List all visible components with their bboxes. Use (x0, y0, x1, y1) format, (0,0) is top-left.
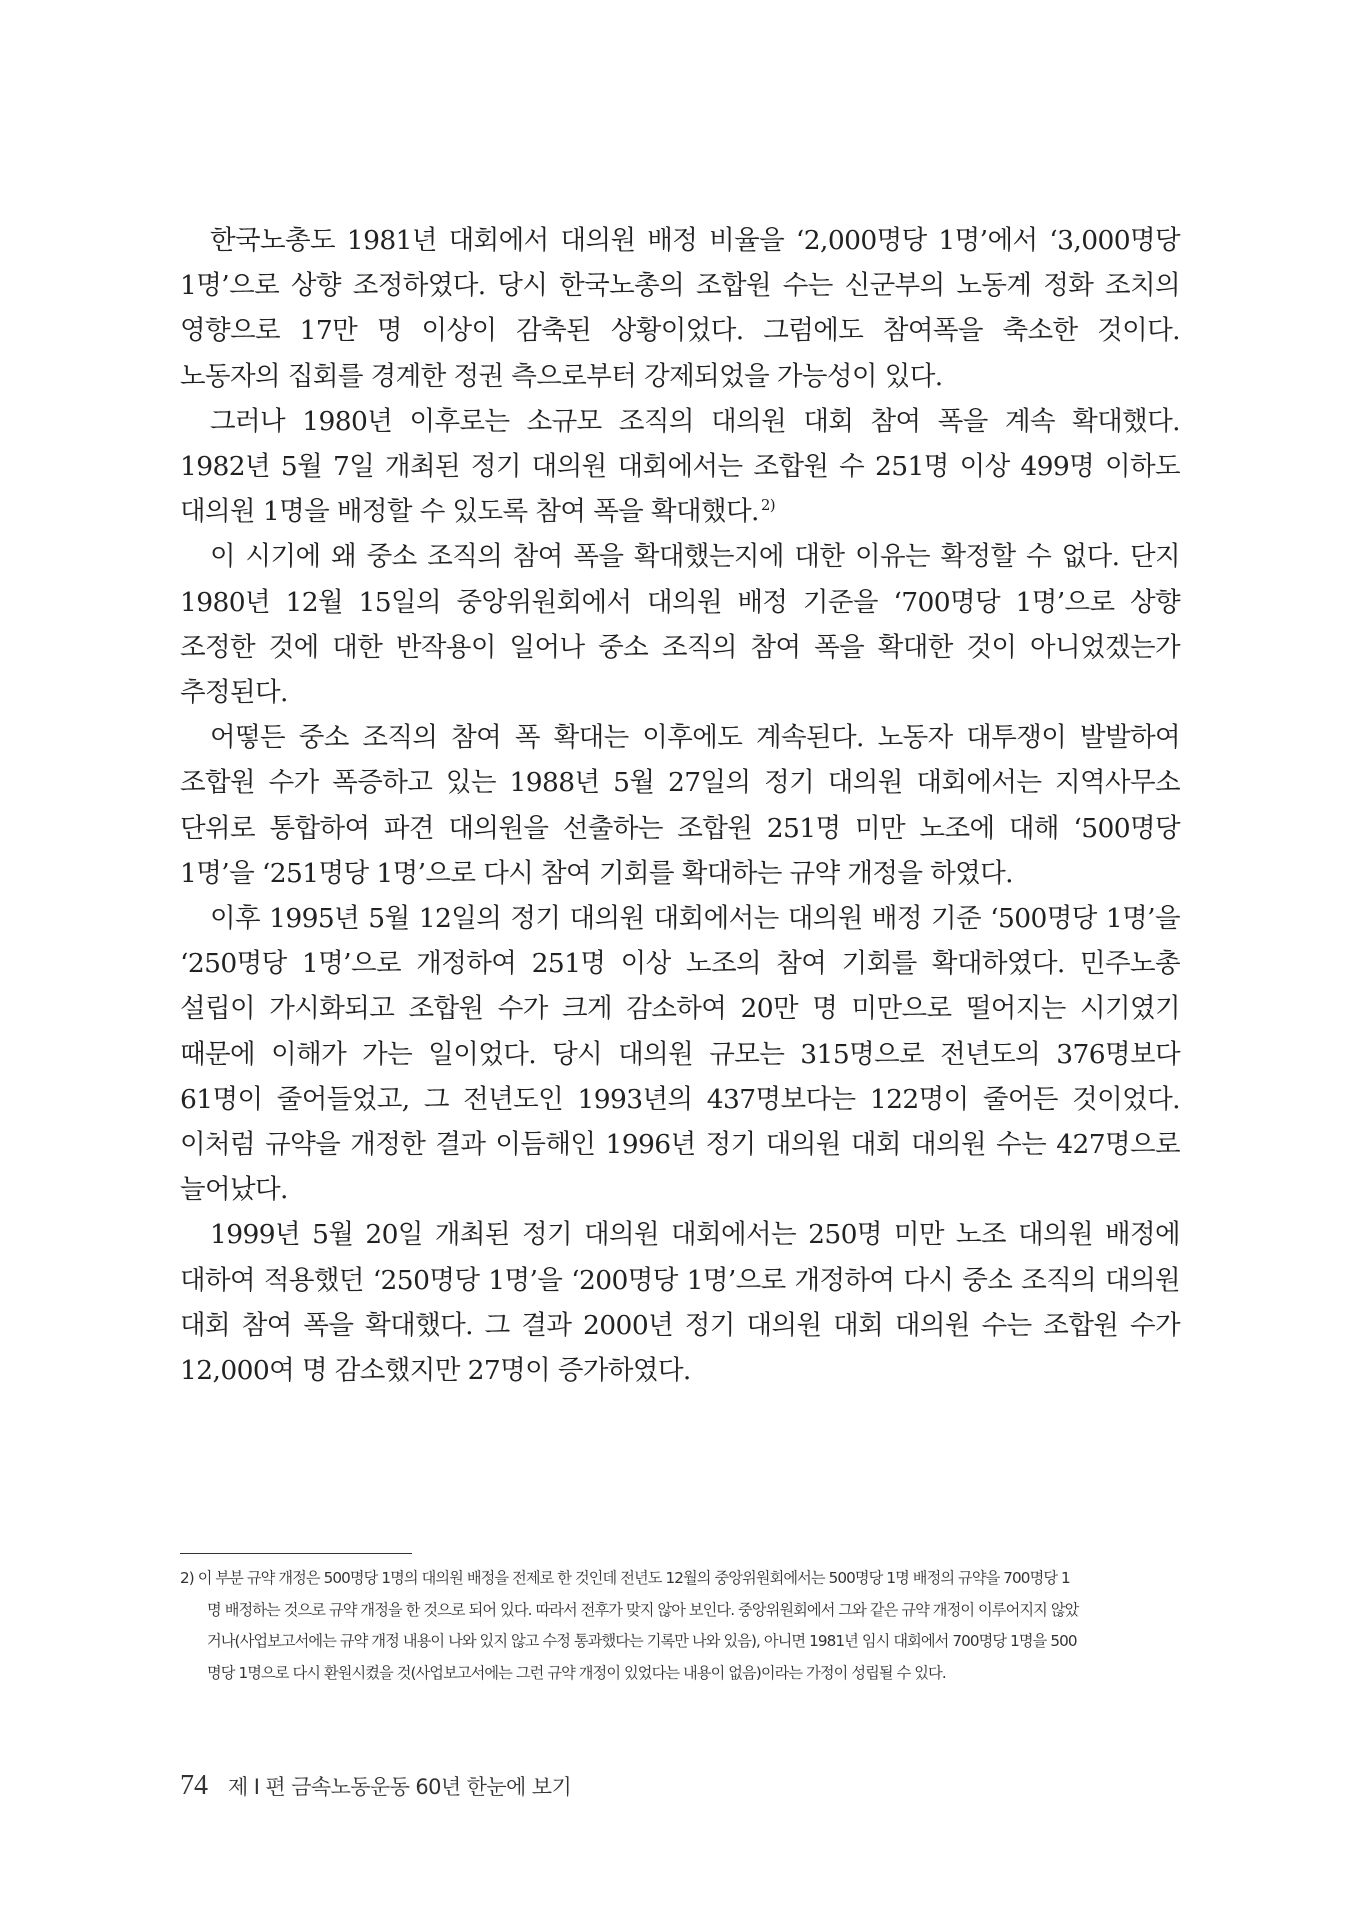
footnote-line: 거나(사업보고서에는 규약 개정 내용이 나와 있지 않고 수정 통과했다는 기록만 나와 있음), 아니면 1981년 임시 대회에서 700명당 1명을 500 (207, 1632, 1077, 1650)
paragraph: 어떻든 중소 조직의 참여 폭 확대는 이후에도 계속된다. 노동자 대투쟁이 발발하여 조합원 수가 폭증하고 있는 1988년 5월 27일의 정기 대의원 대회에서는 지역사무소 단위로 통합하여 파견 대의원을 선출하는 조합원 251명 미만 노조에 대해 ‘500명당 1명’을 ‘251명당 1명’으로 다시 참여 기회를 확대하는 규약 개정을 하였다. (180, 722, 1180, 889)
footnote (180, 1563, 1180, 1689)
body-text (180, 218, 1180, 1393)
paragraph: 그러나 1980년 이후로는 소규모 조직의 대의원 대회 참여 폭을 계속 확대했다. 1982년 5월 7일 개최된 정기 대의원 대회에서는 조합원 수 251명 이상 499명 이하도 대의원 1명을 배정할 수 있도록 참여 폭을 확대했다. $^{2)}$ (180, 405, 1180, 528)
paragraph: 한국노총도 1981년 대회에서 대의원 배정 비율을 ‘2,000명당 1명’에서 ‘3,000명당 1명’으로 상향 조정하였다. 당시 한국노총의 조합원 수는 신군부의 노동계 정화 조치의 영향으로 17만 명 이상이 감축된 상황이었다. 그럼에도 참여폭을 축소한 것이다. 노동자의 집회를 경계한 정권 측으로부터 강제되었을 가능성이 있다. (180, 225, 1180, 392)
footnote-reference: 2) (760, 496, 776, 515)
paragraph: 1999년 5월 20일 개최된 정기 대의원 대회에서는 250명 미만 노조 대의원 배정에 대하여 적용했던 ‘250명당 1명’을 ‘200명당 1명’으로 개정하여 다시 중소 조직의 대의원 대회 참여 폭을 확대했다. 그 결과 2000년 정기 대의원 대회 대의원 수는 조합원 수가 12,000여 명 감소했지만 27명이 증가하였다. (180, 1219, 1180, 1387)
footnote-divider (180, 1553, 412, 1554)
page-footer (180, 1770, 571, 1806)
footnote-line: 명 배정하는 것으로 규약 개정을 한 것으로 되어 있다. 따라서 전후가 맞지 않아 보인다. 중앙위원회에서 그와 같은 규약 개정이 이루어지지 않았 (207, 1600, 1079, 1619)
paragraph: 이 시기에 왜 중소 조직의 참여 폭을 확대했는지에 대한 이유는 확정할 수 없다. 단지 1980년 12월 15일의 중앙위원회에서 대의원 배정 기준을 ‘700명당 1명’으로 상향 조정한 것에 대한 반작용이 일어나 중소 조직의 참여 폭을 확대한 것이 아니었겠는가 추정된다. (180, 541, 1180, 709)
footnote-line: 2) 이 부분 규약 개정은 500명당 1명의 대의원 배정을 전제로 한 것인데 전년도 12월의 중앙위원회에서는 500명당 1명 배정의 규약을 700명당 1 (180, 1569, 1070, 1587)
paragraph: 이후 1995년 5월 12일의 정기 대의원 대회에서는 대의원 배정 기준 ‘500명당 1명’을 ‘250명당 1명’으로 개정하여 251명 이상 노조의 참여 기회를 확대하였다. 민주노총 설립이 가시화되고 조합원 수가 크게 감소하여 20만 명 미만으로 떨어지는 시기였기 때문에 이해가 가는 일이었다. 당시 대의원 규모는 315명으로 전년도의 376명보다 61명이 줄어들었고, 그 전년도인 1993년의 437명보다는 122명이 줄어든 것이었다. 이처럼 규약을 개정한 결과 이듬해인 1996년 정기 대의원 대회 대의원 수는 427명으로 늘어났다. (180, 903, 1180, 1206)
running-head: 제 I 편 금속노동운동 60년 한눈에 보기 (228, 1775, 572, 1799)
page-number: 74 (180, 1770, 208, 1801)
footnote-line: 명당 1명으로 다시 환원시켰을 것(사업보고서에는 그런 규약 개정이 있었다는 내용이 없음)이라는 가정이 성립될 수 있다. (207, 1663, 946, 1682)
